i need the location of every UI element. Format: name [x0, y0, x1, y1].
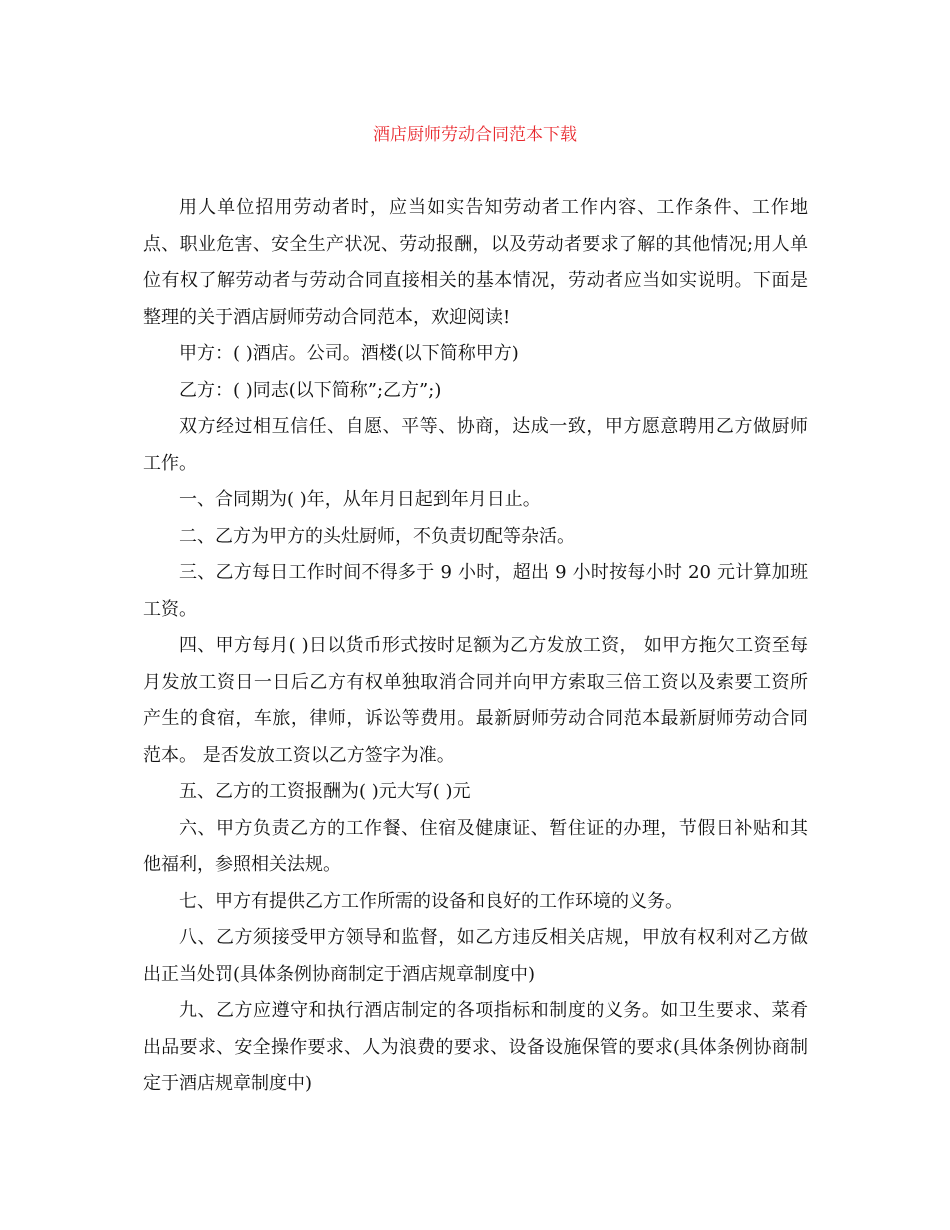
clause-2: 二、乙方为甲方的头灶厨师，不负责切配等杂活。 — [179, 525, 575, 547]
paragraph-agreement: 双方经过相互信任、自愿、平等、协商，达成一致，甲方愿意聘用乙方做厨师工作。 — [143, 416, 808, 474]
document-body — [143, 190, 808, 1103]
clause-1: 一、合同期为( )年，从年月日起到年月日止。 — [179, 489, 541, 510]
paragraph-intro: 用人单位招用劳动者时，应当如实告知劳动者工作内容、工作条件、工作地点、职业危害、安全生产状况、劳动报酬，以及劳动者要求了解的其他情况;用人单位有权了解劳动者与劳动合同直接相关的基本情况，劳动者应当如实说明。下面是整理的关于酒店厨师劳动合同范本，欢迎阅读! — [143, 197, 808, 328]
clause-8: 八、乙方须接受甲方领导和监督，如乙方违反相关店规，甲放有权利对乙方做出正当处罚(具体条例协商制定于酒店规章制度中) — [143, 927, 808, 985]
clause-3: 三、乙方每日工作时间不得多于 9 小时，超出 9 小时按每小时 20 元计算加班工资。 — [143, 562, 808, 620]
paragraph-party-b: 乙方：( )同志(以下简称”;乙方”;) — [179, 379, 442, 401]
document-title: 酒店厨师劳动合同范本下载 — [373, 125, 577, 145]
clause-6: 六、甲方负责乙方的工作餐、住宿及健康证、暂住证的办理，节假日补贴和其他福利，参照相关法规。 — [143, 817, 808, 875]
clause-9: 九、乙方应遵守和执行酒店制定的各项指标和制度的义务。如卫生要求、菜肴出品要求、安全操作要求、人为浪费的要求、设备设施保管的要求(具体条例协商制定于酒店规章制度中) — [143, 1000, 808, 1094]
clause-4: 四、甲方每月( )日以货币形式按时足额为乙方发放工资， 如甲方拖欠工资至每月发放工资日一日后乙方有权单独取消合同并向甲方索取三倍工资以及索要工资所产生的食宿，车旅，律师，诉讼等费用。最新厨师劳动合同范本最新厨师劳动合同范本。 是否发放工资以乙方签字为准。 — [143, 635, 808, 766]
clause-7: 七、甲方有提供乙方工作所需的设备和良好的工作环境的义务。 — [179, 890, 683, 912]
clause-5: 五、乙方的工资报酬为( )元大写( )元 — [179, 781, 471, 802]
paragraph-party-a: 甲方：( )酒店。公司。酒楼(以下简称甲方) — [179, 343, 519, 364]
